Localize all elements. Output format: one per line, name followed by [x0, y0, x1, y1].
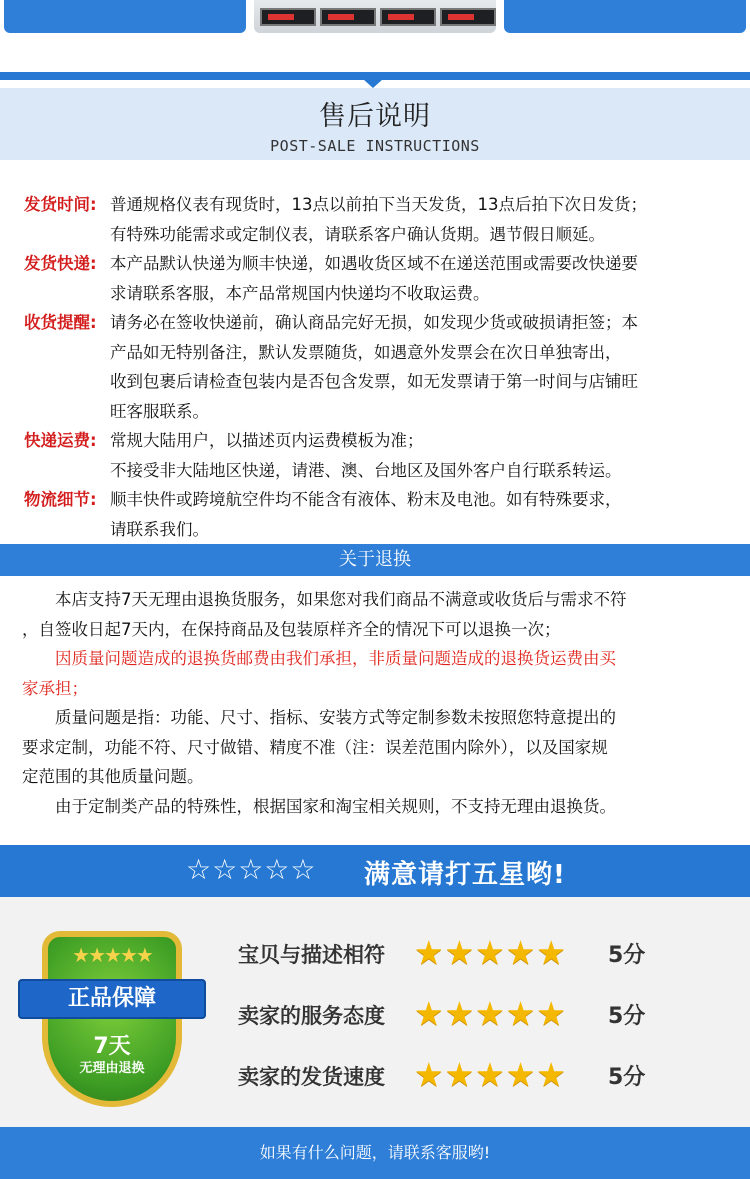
rating-score: 5分 [608, 1065, 646, 1090]
returns-text: 本店支持7天无理由退换货服务，如果您对我们商品不满意或收货后与需求不符 [22, 590, 627, 609]
returns-policy [22, 585, 728, 821]
product-photo [254, 0, 496, 33]
returns-text: 家承担； [22, 678, 88, 698]
info-text: 普通规格仪表有现货时，13点以前拍下当天发货，13点后拍下次日发货； [110, 195, 647, 214]
returns-text: 质量问题是指：功能、尺寸、指标、安装方式等定制参数未按照您特意提出的 [22, 708, 616, 727]
info-row-shipping-fee [0, 426, 750, 485]
returns-paragraph [22, 703, 728, 792]
info-text: 请务必在签收快递前，确认商品完好无损，如发现少货或破损请拒签；本 [110, 313, 638, 332]
rating-score: 5分 [608, 943, 646, 968]
rating-label: 卖家的发货速度 [238, 1065, 385, 1089]
info-label: 发货时间: [24, 195, 97, 214]
top-banner-right [504, 0, 746, 33]
info-text: 不接受非大陆地区快递，请港、澳、台地区及国外客户自行联系转运。 [110, 460, 622, 480]
rating-label: 宝贝与描述相符 [238, 943, 385, 967]
returns-paragraph [22, 792, 728, 822]
info-label: 收货提醒: [24, 313, 97, 332]
down-arrow-icon [363, 79, 383, 88]
rating-score: 5分 [608, 1004, 646, 1029]
returns-text: ，自签收日起7天内，在保持商品及包装原样齐全的情况下可以退换一次； [22, 619, 561, 639]
info-text: 有特殊功能需求或定制仪表，请联系客户确认货期。遇节假日顺延。 [110, 224, 605, 244]
returns-text: 由于定制类产品的特殊性，根据国家和淘宝相关规则，不支持无理由退换货。 [22, 796, 616, 816]
guarantee-shield-icon [12, 917, 212, 1117]
banner-slogan: 满意请打五星哟! [364, 860, 566, 890]
meter-icon [320, 8, 376, 26]
info-row-receipt-reminder [0, 308, 750, 426]
returns-text: 定范围的其他质量问题。 [22, 767, 204, 786]
info-row-shipping-time [0, 190, 750, 249]
rating-label: 卖家的服务态度 [238, 1004, 385, 1028]
section-subtitle: POST-SALE INSTRUCTIONS [270, 137, 480, 155]
shield-desc: 无理由退换 [79, 1061, 145, 1076]
section-title: 售后说明 [319, 101, 431, 132]
shield-days: 7天 [93, 1034, 131, 1059]
info-list [0, 190, 750, 544]
info-text: 本产品默认快递为顺丰快递，如遇收货区域不在递送范围或需要改快递要 [110, 254, 638, 273]
contact-footer: 如果有什么问题，请联系客服哟! [0, 1127, 750, 1179]
rating-panel [0, 897, 750, 1127]
info-text: 常规大陆用户，以描述页内运费模板为准； [110, 431, 424, 450]
info-text: 求请联系客服，本产品常规国内快递均不收取运费。 [110, 283, 490, 303]
info-text: 收到包裹后请检查包装内是否包含发票，如无发票请于第一时间与店铺旺 [110, 372, 638, 391]
info-text: 请联系我们。 [110, 519, 209, 539]
star-rating-icons: ★★★★★ [414, 1055, 567, 1094]
shield-ribbon: 正品保障 [18, 979, 206, 1019]
returns-text: 因质量问题造成的退换货邮费由我们承担，非质量问题造成的退换货运费由买 [22, 649, 616, 668]
returns-paragraph-highlight [22, 644, 728, 703]
returns-paragraph [22, 585, 728, 644]
star-rating-icons: ★★★★★ [414, 933, 567, 972]
star-rating-icons: ★★★★★ [414, 994, 567, 1033]
meter-icon [440, 8, 496, 26]
top-banner-left [4, 0, 246, 33]
info-text: 顺丰快件或跨境航空件均不能含有液体、粉末及电池。如有特殊要求， [110, 490, 622, 509]
crown-star-icons: ★★★★★ [72, 943, 152, 967]
returns-text: 要求定制，功能不符、尺寸做错、精度不准（注：误差范围内除外），以及国家规 [22, 737, 608, 757]
meter-icon [380, 8, 436, 26]
info-label: 发货快递: [24, 254, 97, 273]
outline-star-icons: ☆☆☆☆☆ [186, 853, 317, 886]
info-label: 物流细节: [24, 490, 97, 509]
meter-icon [260, 8, 316, 26]
five-star-banner [0, 845, 750, 897]
info-row-logistics [0, 485, 750, 544]
section-header [0, 88, 750, 160]
top-image-strip [0, 0, 750, 36]
returns-title-bar: 关于退换 [0, 544, 750, 576]
info-text: 产品如无特别备注，默认发票随货，如遇意外发票会在次日单独寄出， [110, 342, 622, 362]
info-text: 旺客服联系。 [110, 401, 209, 421]
info-row-courier [0, 249, 750, 308]
info-label: 快递运费: [24, 431, 97, 450]
